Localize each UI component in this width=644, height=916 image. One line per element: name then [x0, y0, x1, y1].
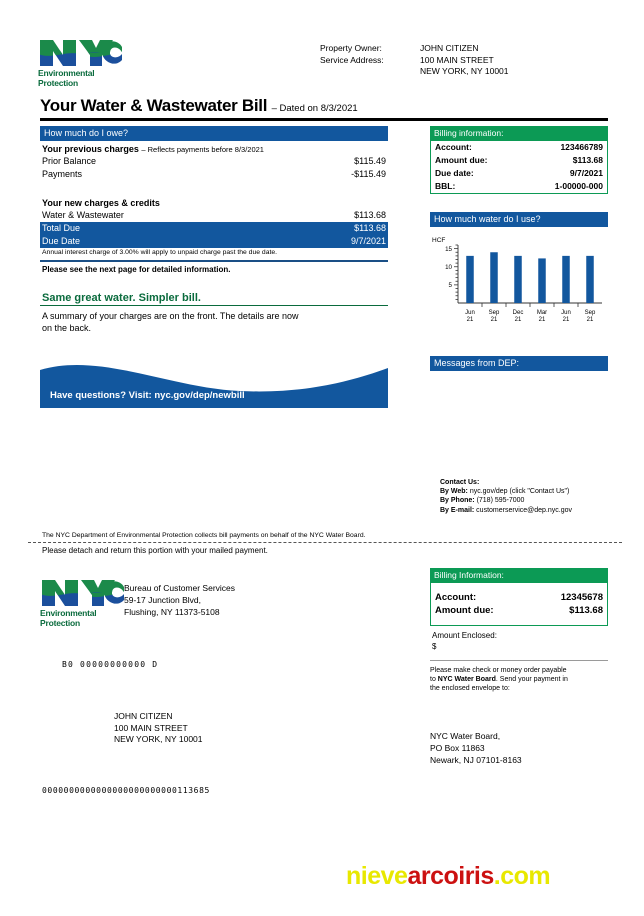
stub-amount-due-label: Amount due: [435, 604, 494, 616]
pay-to-prefix: to [430, 675, 438, 683]
logo-line-1: Environmental [38, 68, 95, 78]
payment-instructions-line3: the enclosed envelope to: [430, 684, 510, 692]
chart-bar [586, 255, 594, 302]
contact-heading [440, 478, 630, 487]
bureau-line-3: Flushing, NY 11373-5108 [124, 607, 220, 617]
due-date-info-label: Due date: [435, 167, 474, 178]
svg-text:Sep: Sep [488, 309, 500, 316]
page-title [40, 96, 608, 116]
billing-information-panel [430, 126, 608, 194]
bureau-line-1: Bureau of Customer Services [124, 583, 236, 593]
table-row-amount-due [431, 154, 607, 167]
detach-instruction: Please detach and return this portion with your mailed payment. [42, 546, 268, 555]
page-title-date: – Dated on 8/3/2021 [271, 103, 358, 114]
wave-text-plain: Have questions? Visit: [50, 390, 155, 401]
table-row-prior-balance [40, 155, 388, 168]
account-value: 123466789 [560, 141, 603, 152]
service-address-row [320, 55, 509, 67]
pay-to-suffix: . Send your payment in [495, 675, 568, 683]
water-usage-chart [430, 231, 608, 336]
logo-line-2: Protection [38, 77, 79, 88]
payment-instructions [430, 661, 608, 693]
table-row-total-due [40, 222, 388, 235]
contact-us-block [440, 478, 630, 515]
service-address-line1: 100 MAIN STREET [420, 54, 494, 65]
watermark-part-1: nieve [346, 862, 408, 890]
property-owner-row [320, 43, 509, 55]
stub-logo-line-1: Environmental [40, 608, 97, 618]
total-due-label: Total Due [42, 222, 81, 233]
stub-table-row-amount-due [431, 604, 607, 617]
table-row-payments [40, 168, 388, 181]
table-row-due-date [40, 235, 388, 248]
nyc-logo-icon [38, 38, 124, 68]
svg-text:15: 15 [445, 245, 452, 253]
page-title-main: Your Water & Wastewater Bill [40, 96, 268, 115]
water-wastewater-label: Water & Wastewater [42, 209, 124, 220]
stub-bottom-ocr-line: 0000000000000000000000000113685 [42, 786, 210, 795]
nyc-dep-logo [38, 38, 124, 88]
nyc-logo-icon-stub [40, 578, 126, 608]
stub-ocr-line: B0 00000000000 D [62, 660, 159, 669]
svg-text:21: 21 [514, 316, 522, 323]
owner-info-block [320, 43, 509, 78]
contact-email-label: By E-mail: [440, 506, 475, 514]
svg-text:21: 21 [466, 316, 474, 323]
svg-text:HCF: HCF [432, 236, 446, 244]
amount-due-value: $113.68 [572, 154, 603, 165]
stub-customer-name: JOHN CITIZEN [114, 711, 173, 721]
payments-value: -$115.49 [351, 168, 386, 179]
svg-text:21: 21 [538, 316, 546, 323]
messages-from-dep-section [430, 356, 608, 371]
previous-charges-subtitle: – Reflects payments before 8/3/2021 [141, 144, 264, 154]
chart-bar [538, 258, 546, 303]
amount-due-label: Amount due: [435, 154, 488, 165]
promo-heading: Same great water. Simpler bill. [42, 291, 201, 304]
stub-customer-addr1: 100 MAIN STREET [114, 722, 188, 733]
newbill-link[interactable]: nyc.gov/dep/newbill [154, 390, 245, 401]
svg-text:Jun: Jun [465, 309, 475, 316]
svg-text:Sep: Sep [584, 309, 596, 316]
contact-web-row [440, 487, 630, 496]
detach-dashed-line [28, 542, 622, 543]
account-label: Account: [435, 141, 472, 152]
svg-text:21: 21 [586, 316, 594, 323]
chart-bar [490, 252, 498, 303]
contact-web-value[interactable]: nyc.gov/dep (click "Contact Us") [467, 488, 570, 496]
mail-line-1: NYC Water Board, [430, 731, 501, 741]
stub-billing-bar: Billing Information: [430, 568, 608, 583]
promo-body [40, 306, 388, 334]
new-charges-title: Your new charges & credits [42, 197, 160, 208]
contact-phone-value: (718) 595-7000 [474, 497, 525, 505]
spacer [320, 66, 420, 78]
due-date-value: 9/7/2021 [350, 235, 386, 246]
svg-text:21: 21 [562, 316, 570, 323]
service-address-label: Service Address: [320, 54, 384, 65]
previous-charges-title: Your previous charges [42, 143, 139, 154]
previous-charges-heading [40, 141, 388, 155]
stub-amount-due-value: $113.68 [569, 604, 603, 616]
promo-body-line1: A summary of your charges are on the front. The details are now [42, 311, 299, 322]
stub-account-value: 12345678 [560, 591, 603, 603]
contact-email-row [440, 506, 630, 515]
prior-balance-value: $115.49 [354, 155, 386, 166]
property-owner-label: Property Owner: [320, 43, 382, 53]
payments-label: Payments [42, 168, 83, 179]
due-date-info-value: 9/7/2021 [569, 167, 603, 178]
stub-customer-addr2: NEW YORK, NY 10001 [114, 734, 203, 744]
billing-information-bar: Billing information: [430, 126, 608, 141]
amount-enclosed-block [430, 626, 608, 652]
table-row-account [431, 141, 607, 154]
stub-logo-agency-name [40, 609, 126, 628]
messages-from-dep-bar: Messages from DEP: [430, 356, 608, 371]
amount-enclosed-input[interactable]: $ [432, 641, 437, 651]
wave-banner [40, 358, 388, 408]
bureau-line-2: 59-17 Junction Blvd, [124, 595, 202, 605]
mail-line-2: PO Box 11863 [430, 743, 485, 753]
wave-banner-text [50, 390, 245, 401]
bbl-value: 1-00000-000 [554, 180, 603, 191]
stub-nyc-dep-logo [40, 578, 126, 628]
chart-bar [562, 255, 570, 302]
service-address-line2: NEW YORK, NY 10001 [420, 66, 509, 76]
billing-information-box [430, 141, 608, 194]
contact-phone-row [440, 496, 630, 505]
table-row-bbl [431, 180, 607, 193]
svg-text:Jun: Jun [561, 309, 571, 316]
pay-to-payee: NYC Water Board [437, 675, 496, 683]
stub-account-label: Account: [435, 591, 477, 603]
amount-enclosed-label: Amount Enclosed: [432, 630, 497, 640]
water-usage-chart-section [430, 212, 608, 336]
stub-customer-address [114, 711, 203, 746]
property-owner-value: JOHN CITIZEN [420, 43, 479, 53]
contact-email-value[interactable]: customerservice@dep.nyc.gov [474, 506, 572, 514]
total-due-value: $113.68 [354, 222, 386, 233]
payment-instructions-line2 [430, 675, 608, 684]
bill-header [38, 38, 608, 96]
how-much-do-i-owe-bar: How much do I owe? [40, 126, 388, 141]
site-watermark [346, 862, 550, 891]
stub-mailing-address [430, 730, 522, 766]
contact-phone-label: By Phone: [440, 497, 475, 505]
svg-text:21: 21 [490, 316, 498, 323]
due-date-label: Due Date [42, 235, 81, 246]
contact-heading-text: Contact Us: [440, 479, 480, 486]
watermark-part-3: .com [493, 862, 551, 890]
collects-payments-note: The NYC Department of Environmental Protection collects bill payments on behalf of the NYC Water Board. [42, 532, 366, 539]
mail-line-3: Newark, NJ 07101-8163 [430, 755, 522, 765]
svg-text:10: 10 [445, 263, 452, 271]
bbl-label: BBL: [435, 180, 456, 191]
watermark-part-2: arcoiris [407, 862, 494, 890]
promo-body-line2: on the back. [42, 323, 92, 334]
svg-text:Dec: Dec [512, 309, 524, 316]
prior-balance-label: Prior Balance [42, 155, 97, 166]
table-row-water-wastewater [40, 209, 388, 222]
service-address-row-2 [320, 66, 509, 78]
table-row-due-date-info [431, 167, 607, 180]
title-divider [40, 118, 608, 121]
bureau-address-block [124, 582, 235, 618]
svg-text:Mar: Mar [536, 309, 548, 316]
stub-logo-line-2: Protection [40, 617, 81, 628]
stub-billing-panel [430, 568, 608, 693]
left-column [40, 126, 388, 334]
new-charges-heading [40, 195, 388, 209]
chart-bar [514, 255, 522, 302]
chart-bar [466, 255, 474, 302]
stub-logo-wrap [40, 578, 126, 628]
stub-table-row-account [431, 591, 607, 604]
contact-web-label: By Web: [440, 488, 468, 496]
svg-text:5: 5 [448, 281, 452, 289]
interest-note: Annual interest charge of 3.00% will apply to unpaid charge past the due date. [42, 249, 278, 256]
water-wastewater-value: $113.68 [354, 209, 386, 220]
next-page-note: Please see the next page for detailed information. [42, 264, 231, 274]
payment-instructions-line1: Please make check or money order payable [430, 666, 567, 674]
stub-billing-box [430, 583, 608, 626]
logo-agency-name [38, 69, 124, 88]
water-usage-bar: How much water do I use? [430, 212, 608, 227]
